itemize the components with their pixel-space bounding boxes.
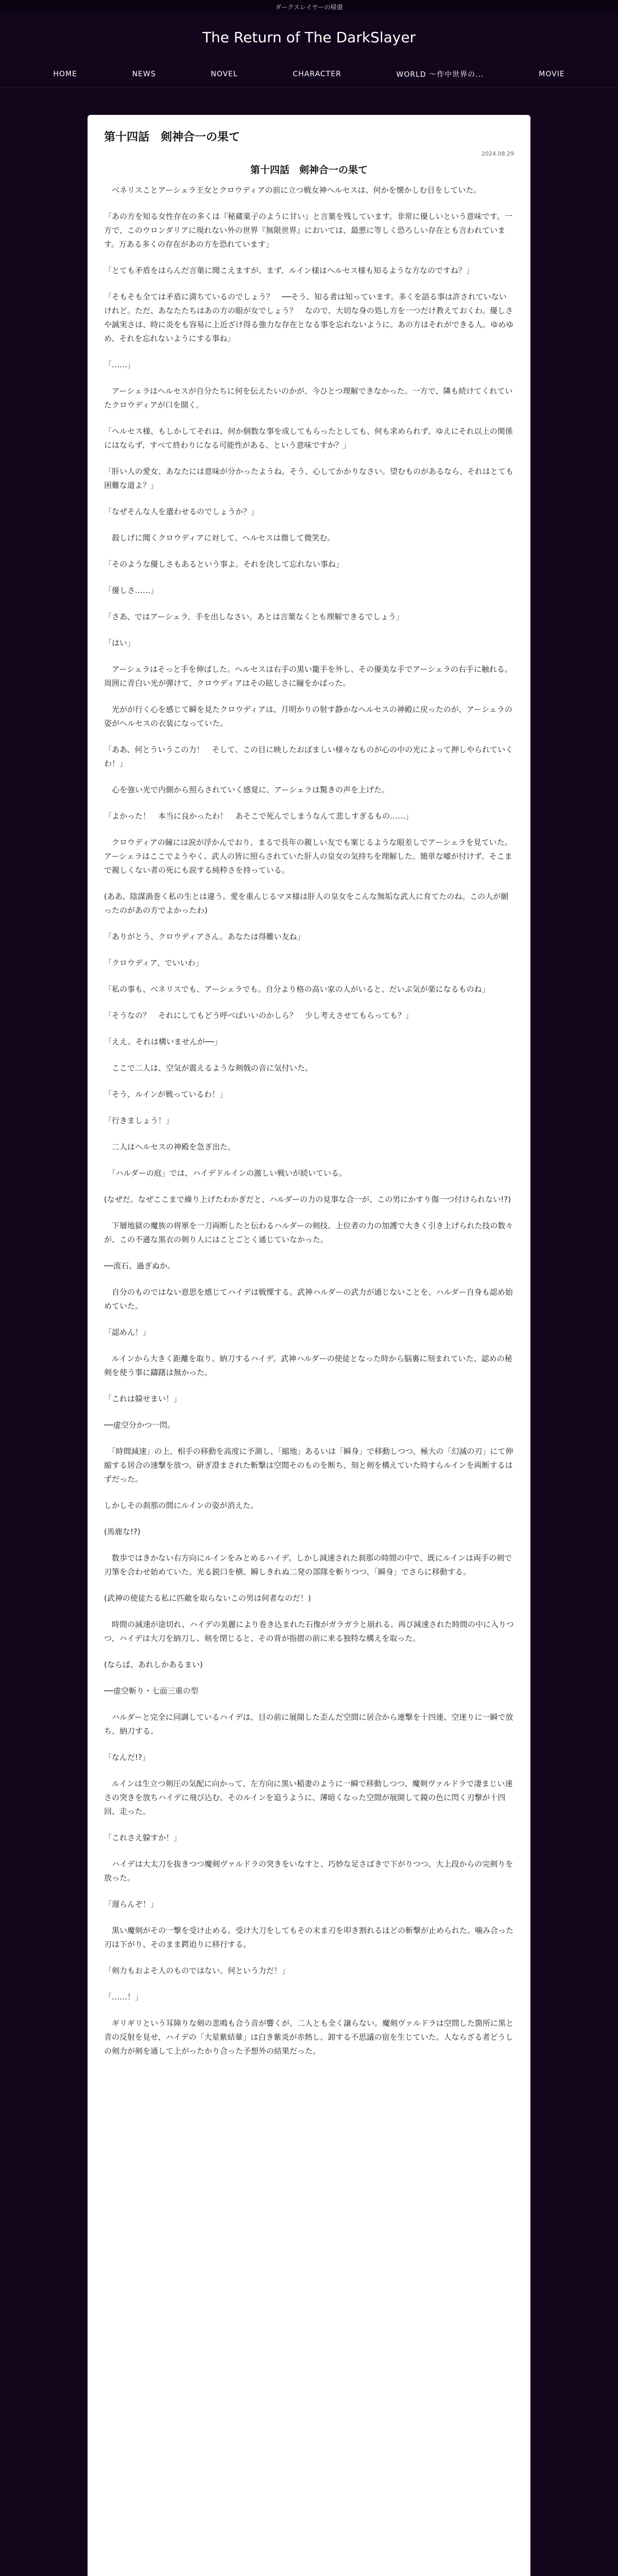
story-paragraph: 「行きましょう！」 — [104, 1116, 174, 1125]
story-paragraph: 二人はヘルセスの神殿を急ぎ出た。 — [104, 1142, 236, 1151]
story-paragraph: ──虚空分かつ一閃。 — [104, 1420, 176, 1430]
post-body — [104, 183, 514, 2058]
story-paragraph: 「とても矛盾をはらんだ言葉に聞こえますが、まず、ルイン様はヘルセス様も知るような方なのですね？」 — [104, 266, 474, 275]
story-paragraph: しかしその刹那の間にルインの姿が消えた。 — [104, 1501, 259, 1510]
story-paragraph: 「これは躱せまい！」 — [104, 1394, 182, 1403]
story-paragraph: 「そうなの？ それにしてもどう呼べばいいのかしら？ 少し考えさせてもらっても？」 — [104, 1011, 414, 1020]
main-nav — [0, 61, 618, 88]
content-area — [0, 88, 618, 2576]
post-card — [88, 115, 530, 2576]
story-paragraph: 光がが行く心を感じて瞬を見たクロウディアは、月明かりの射す静かなヘルセスの神殿に戻ったのが、アーシェラの姿がヘルセスの衣装になっていた。 — [104, 705, 512, 728]
story-paragraph: 「ハルダーの庭」では、ハイデドルインの激しい戦いが続いている。 — [104, 1168, 347, 1178]
story-paragraph: ハイデは大太刀を抜きつつ魔剣ヴァルドラの突きをいなすと、巧妙な足さばきで下がりつつ、大上段からの完剣りを放った。 — [104, 1859, 513, 1883]
story-paragraph: 黒い魔剣がその一撃を受け止める。受け大刀をしてもその末ま刃を叩き割れるほどの斬撃が止められた。噛み合った刃は下がり、そのまま鍔迫りに移行する。 — [104, 1926, 514, 1949]
story-paragraph: ルインから大きく距離を取り、納刀するハイデ。武神ハルダーの使徒となった時から脳裏に刻まれていた、認めの秘剣を使う事に躊躇は無かった。 — [104, 1354, 512, 1377]
story-paragraph: 殺しげに聞くクロウディアに対して、ヘルセスは微して微笑む。 — [104, 533, 335, 543]
story-paragraph: 「クロウディア、でいいわ」 — [104, 958, 203, 968]
story-paragraph: (なぜだ。なぜここまで繰り上げたわかぎだと、ハルダーの力の見事な合一が、この男にかすり傷一つ付けられない!?) — [104, 1195, 511, 1204]
story-paragraph: 「そう、ルインが戦っているわ！」 — [104, 1090, 228, 1099]
story-paragraph: 「さあ、ではアーシェラ、手を出しなさい。あとは言葉なくとも理解できるでしょう」 — [104, 612, 404, 621]
story-paragraph: 「遅らんぞ！」 — [104, 1900, 159, 1909]
story-paragraph: 数歩ではきかない右方向にルインをみとめるハイデ。しかし減速された刹那の時間の中で、既にルインは両手の剣で刃筆を合わせ始めていた。光る鋭口を横、瞬しきれぬ二発の部隊を斬りつつ、「瞬身」でさらに移動する。 — [104, 1553, 512, 1577]
story-paragraph: 「私の事も、ベネリスでも、アーシェラでも。自分より格の高い家の人がいると、だいぶ気が楽になるものね」 — [104, 985, 490, 994]
story-paragraph: 「剣力もおよそ人のものではない。何という力だ！」 — [104, 1966, 290, 1975]
story-paragraph: (ああ、陰謀渦巻く私の生とは違う。愛を重んじるマヌ様は肝人の皇女をこんな無垢な武人に育てたのね。この人が願ったのがあの方でよかったわ) — [104, 892, 509, 915]
post-date: 2024.08.29 — [482, 150, 514, 157]
story-paragraph: 「なんだ!?」 — [104, 1753, 150, 1762]
story-paragraph: 「優しさ……」 — [104, 586, 159, 595]
story-paragraph: ルインは生立つ剣圧の気配に向かって、左方向に黒い稲妻のように一瞬で移動しつつ、魔剣ヴァルドラで凄まじい速さの突きを放ちハイデに飛び込む。そのルインを追うように、薄暗くなった空間が展開して鏡の色に閃く刃撃が十四回、走った。 — [104, 1779, 513, 1816]
story-paragraph: 自分のものではない意思を感じてハイデは戦慄する。武神ハルダーの武力が通じないことを、ハルダー自身も認め始めていた。 — [104, 1287, 513, 1311]
nav-news[interactable]: NEWS — [132, 70, 156, 78]
story-paragraph: ここで二人は、空気が震えるような剣戟の音に気付いた。 — [104, 1063, 313, 1073]
story-paragraph: 「そもそも全ては矛盾に満ちているのでしょう？ ──そう、知る者は知っています。多くを語る事は許されていないけれど。ただ、あなたたちはあの方の眼が女でしょう？ なので、大切な身の処し方を一つだけ教えておくわ。優しさや誠実さは、時に炎をも容易に上近ざけ得る強力な存在となる事を忘れないように。あの方はそれができる人。ゆめゆめ、それを忘れないようにする事ね」 — [104, 292, 514, 343]
story-paragraph: 「これさえ躱すか！」 — [104, 1833, 182, 1842]
post-title: 第十四話 剣神合一の果て — [104, 131, 241, 144]
story-paragraph: (馬鹿な!?) — [104, 1527, 141, 1536]
site-title[interactable]: The Return of The DarkSlayer — [202, 29, 416, 46]
story-paragraph: 「なぜそんな人を遣わせるのでしょうか？」 — [104, 507, 259, 516]
story-paragraph: 下層地獄の魔族の将軍を一刀両断したと伝わるハルダーの剣技、上位者の力の加護で大きく引き上げられた技の数々が、この不遜な黒衣の剣り人にはことごとく通じていなかった。 — [104, 1221, 513, 1244]
story-paragraph: 「そのような優しさもあるという事よ。それを決して忘れない事ね」 — [104, 560, 344, 569]
story-paragraph: 「認めん！」 — [104, 1328, 151, 1337]
story-paragraph: ギリギリという耳障りな剣の悲鳴も合う音が響くが、二人とも全く譲らない。魔剣ヴァルドラは空間した箇所に黒と青の反射を見せ、ハイデの「大星紫結暈」は白き紫炎が赤熱し、卸する不思議の宿を生じていた。人ならざる者どうしの剣力が剣を通して上がったかり合った予想外の結果だった。 — [104, 2019, 513, 2056]
story-paragraph: クロウディアの瞳には涙が浮かんでおり、まるで長年の親しい友でも案じるような眼差しでアーシェラを見ていた。アーシェラはここでようやく、武人の皆に照らされていた肝人の皇女の気持ちを理解した。簡単な嘘が付けず、そこまで親しくない者の死にも涙する純粋さを持っている。 — [104, 838, 512, 875]
story-paragraph: ──流石、過ぎぬか。 — [104, 1261, 176, 1270]
topbar — [0, 0, 618, 14]
story-paragraph: 「肝い人の愛女、あなたには意味が分かったようね。そう、心してかかりなさい。望むものがあるなら、それはとても困難な道よ？」 — [104, 467, 514, 490]
story-paragraph: ベネリスことアーシェラ王女とクロウディアの前に立つ戦女神ヘルセスは、何かを懐かしむ目をしていた。 — [104, 185, 482, 195]
nav-movie[interactable]: MOVIE — [539, 70, 565, 78]
story-paragraph: 「ええ、それは構いませんが──」 — [104, 1037, 222, 1046]
story-paragraph: (武神の使徒たる私に匹敵を取らないこの男は何者なのだ！) — [104, 1594, 311, 1603]
story-paragraph: 「よかった！ 本当に良かったわ！ あそこで死んでしまうなんて悲しすぎるもの……」 — [104, 811, 414, 821]
story-paragraph: 「はい」 — [104, 638, 135, 648]
story-paragraph: 心を強い光で内側から照らされていく感覚に、アーシェラは驚きの声を上げた。 — [104, 785, 389, 794]
nav-world[interactable]: WORLD ～作中世界の... — [396, 71, 484, 79]
nav-novel[interactable]: NOVEL — [211, 70, 238, 78]
story-paragraph: アーシェラはヘルセスが自分たちに何を伝えたいのかが、今ひとつ理解できなかった。一方で、隣も続けてくれていたクロウディアが口を開く。 — [104, 386, 513, 410]
story-paragraph: 「あの方を知る女性存在の多くは『秘蔵菓子のように甘い』と言葉を残しています。非常に優しいという意味です。一方で、このウロンダリアに現れない外の世界『無限世界』においては、最悪に等しく恐ろしい存在とも言われています。万ある多くの存在があの方を恐れています」 — [104, 212, 512, 249]
story-paragraph: 時間の減速が途切れ、ハイデの美麗により巻き込まれた石像がガラガラと崩れる。再び減速された時間の中に入りつつ、ハイデは大刀を納刀し、剣を閉じると、その背が指摺の前に来る独特な構えを取った。 — [104, 1620, 514, 1643]
story-paragraph: アーシェラはそっと手を伸ばした。ヘルセスは右手の黒い籠手を外し、その優美な手でアーシェラの右手に触れる。周囲に青白い光が弾けて、クロウディアはその眩しさに瞳をかばった。 — [104, 665, 512, 688]
nav-character[interactable]: CHARACTER — [293, 70, 341, 78]
chapter-heading: 第十四話 剣神合一の果て — [250, 164, 368, 176]
nav-home[interactable]: HOME — [53, 70, 77, 78]
story-paragraph: 「ヘルセス様、もしかしてそれは、何か個数な事を成してもらったとしても、何も求められず、ゆえにそれ以上の関係にはならず、すべて終わりになる可能性がある、という意味ですか？」 — [104, 427, 513, 450]
topbar-text: ダークスレイヤーの帰還 — [275, 4, 343, 11]
story-paragraph: 「ああ、何とういうこの力！ そして、この目に映したおぼましい様々なものが心の中の光によって押しやられていくわ！」 — [104, 745, 513, 768]
story-paragraph: ハルダーと完全に同調しているハイデは、目の前に展開した歪んだ空間に居合から連撃を十四連、空迷りに一瞬で放ち、納刀する。 — [104, 1713, 513, 1736]
story-paragraph: ──虚空斬り・七面三重の型 — [104, 1686, 199, 1696]
story-paragraph: (ならば、あれしかあるまい) — [104, 1660, 203, 1669]
story-paragraph: 「……」 — [104, 360, 135, 369]
story-paragraph: 「ありがとう、クロウディアさん。あなたは得難い友ね」 — [104, 932, 305, 941]
story-paragraph: 「時間減速」の上、相手の移動を高度に予測し、「縮地」あるいは「瞬身」で移動しつつ、極大の「幻滅の刃」にて伸縮する居合の速撃を放つ。研ぎ澄まされた斬撃は空間そのものを断ち、刻と剣を構えていた時すらルインを両断するはずだった。 — [104, 1447, 513, 1484]
story-paragraph: 「……！」 — [104, 1992, 143, 2002]
